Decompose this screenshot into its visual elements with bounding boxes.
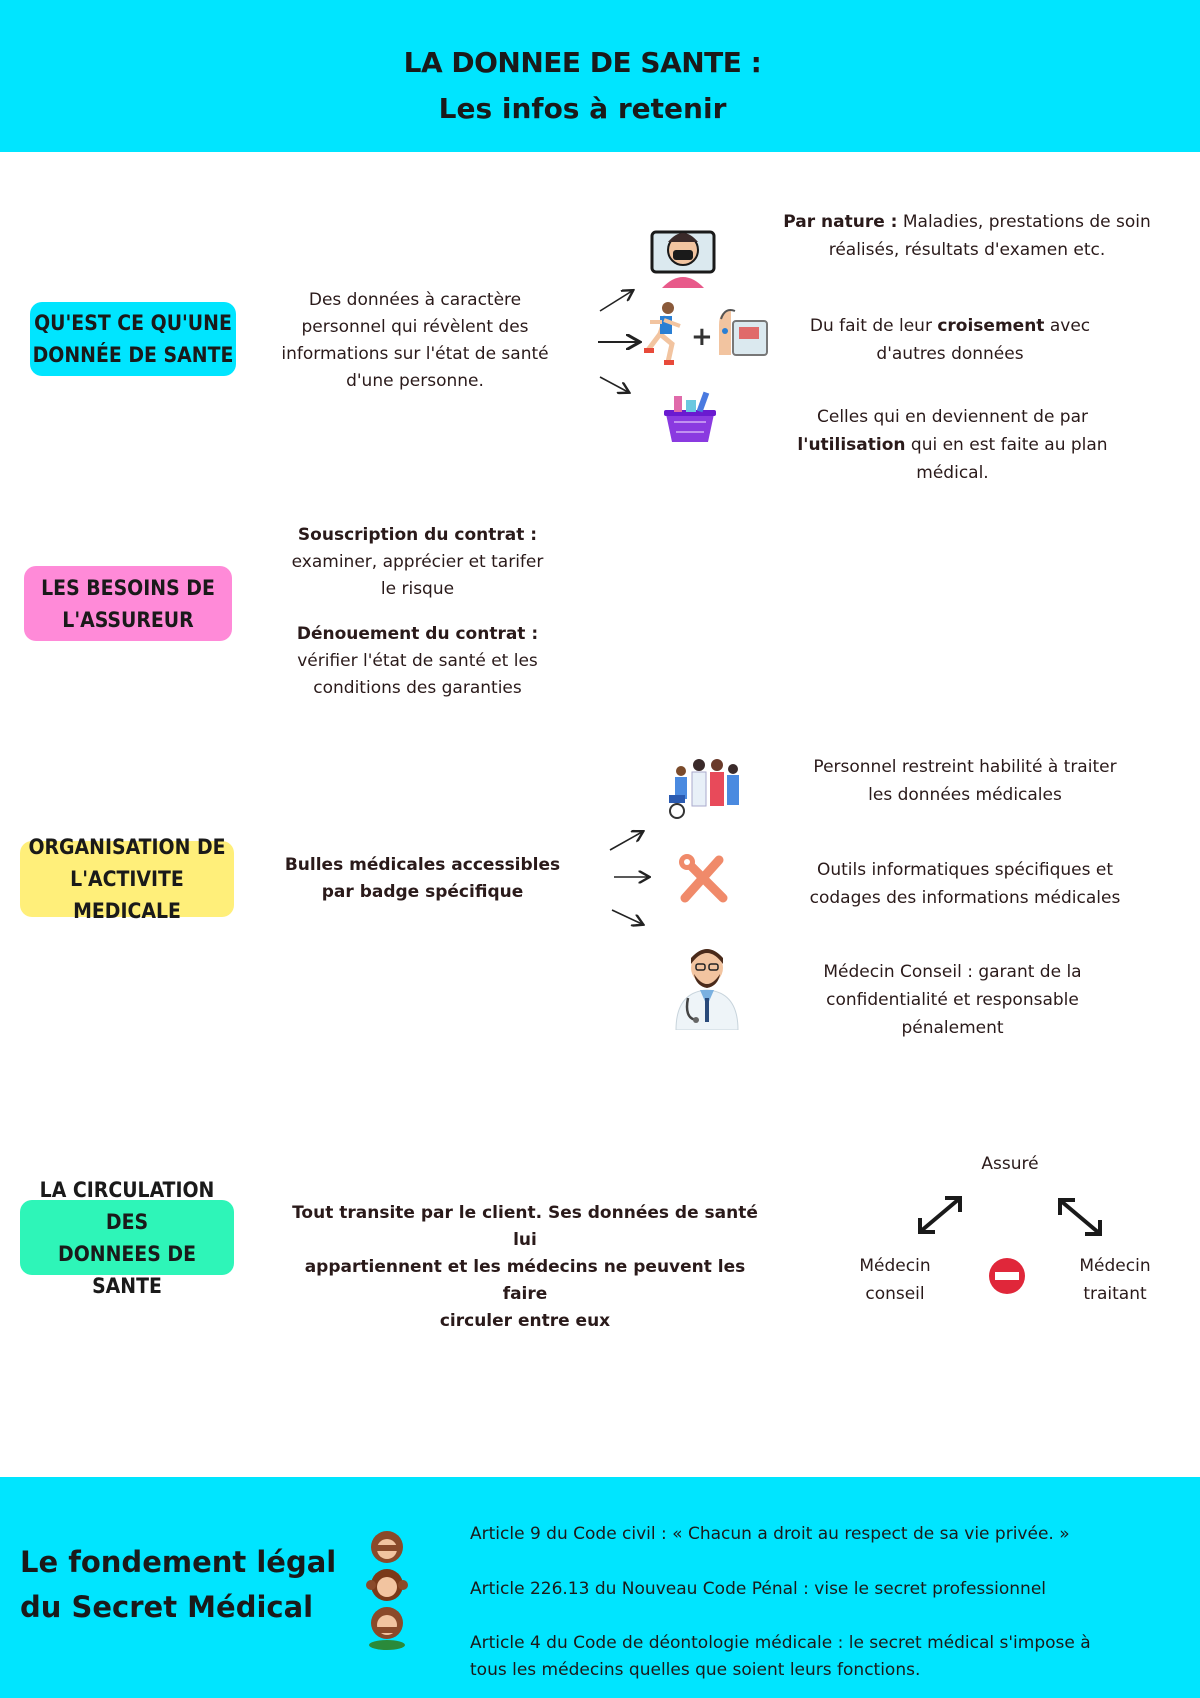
definition-text: Des données à caractère personnel qui révèlent des informations sur l'état de santé d'une personne. (281, 290, 549, 391)
medecin-traitant-label: Médecin traitant (1079, 1256, 1151, 1304)
section-label-organisation: ORGANISATION DE L'ACTIVITE MEDICALE (20, 841, 234, 917)
assureur-text: Souscription du contrat : examiner, apprécier et tarifer le risque Dénouement du contrat : vérifier l'état de santé et les conditions des garanties (291, 525, 544, 698)
section-label-circulation: LA CIRCULATION DES DONNEES DE SANTE (20, 1200, 234, 1275)
croisement-item: Du fait de leur croisement avec d'autres données (809, 316, 1091, 364)
double-arrow-icon (915, 1193, 965, 1238)
section-label-definition: QU'EST CE QU'UNE DONNÉE DE SANTE (30, 302, 236, 376)
utilisation-item: Celles qui en deviennent de par l'utilisation qui en est faite au plan médical. (797, 407, 1108, 483)
runner-icon (640, 300, 690, 368)
nature-item: Par nature : Maladies, prestations de soin réalisés, résultats d'examen etc. (783, 212, 1151, 260)
medicine-basket-icon (660, 390, 720, 445)
personnel-item: Personnel restreint habilité à traiter les données médicales (813, 757, 1117, 805)
article-1: Article 9 du Code civil : « Chacun a droit au respect de sa vie privée. » (470, 1524, 1070, 1544)
article-3: Article 4 du Code de déontologie médicale : le secret médical s'impose à tous les médecins quelles que soient leurs fonctions. (470, 1633, 1091, 1680)
medecin-conseil-item: Médecin Conseil : garant de la confidentialité et responsable pénalement (823, 962, 1082, 1038)
outils-item: Outils informatiques spécifiques et codages des informations médicales (809, 860, 1121, 908)
tools-icon (675, 850, 735, 910)
page-title: LA DONNEE DE SANTE : (403, 46, 762, 79)
article-2: Article 226.13 du Nouveau Code Pénal : vise le secret professionnel (470, 1579, 1046, 1599)
circulation-text: Tout transite par le client. Ses données de santé lui appartiennent et les médecins ne peuvent les faire circuler entre eux (292, 1203, 758, 1331)
plus-icon: + (691, 322, 713, 352)
no-entry-icon (988, 1257, 1026, 1295)
blood-pressure-icon (715, 305, 770, 360)
section-label-assureur: LES BESOINS DE L'ASSUREUR (24, 566, 232, 641)
doctor-icon (670, 940, 745, 1030)
organisation-text: Bulles médicales accessibles par badge spécifique (284, 855, 561, 902)
assure-label: Assuré (981, 1154, 1039, 1174)
medecin-conseil-label: Médecin conseil (859, 1256, 931, 1304)
page-subtitle: Les infos à retenir (438, 92, 727, 125)
doctor-mask-icon (648, 220, 718, 290)
arrow-icon (608, 826, 658, 936)
three-monkeys-icon (357, 1527, 417, 1652)
medical-team-icon (663, 755, 743, 820)
footer-title: Le fondement légal du Secret Médical (20, 1545, 337, 1624)
double-arrow-icon (1055, 1195, 1105, 1240)
